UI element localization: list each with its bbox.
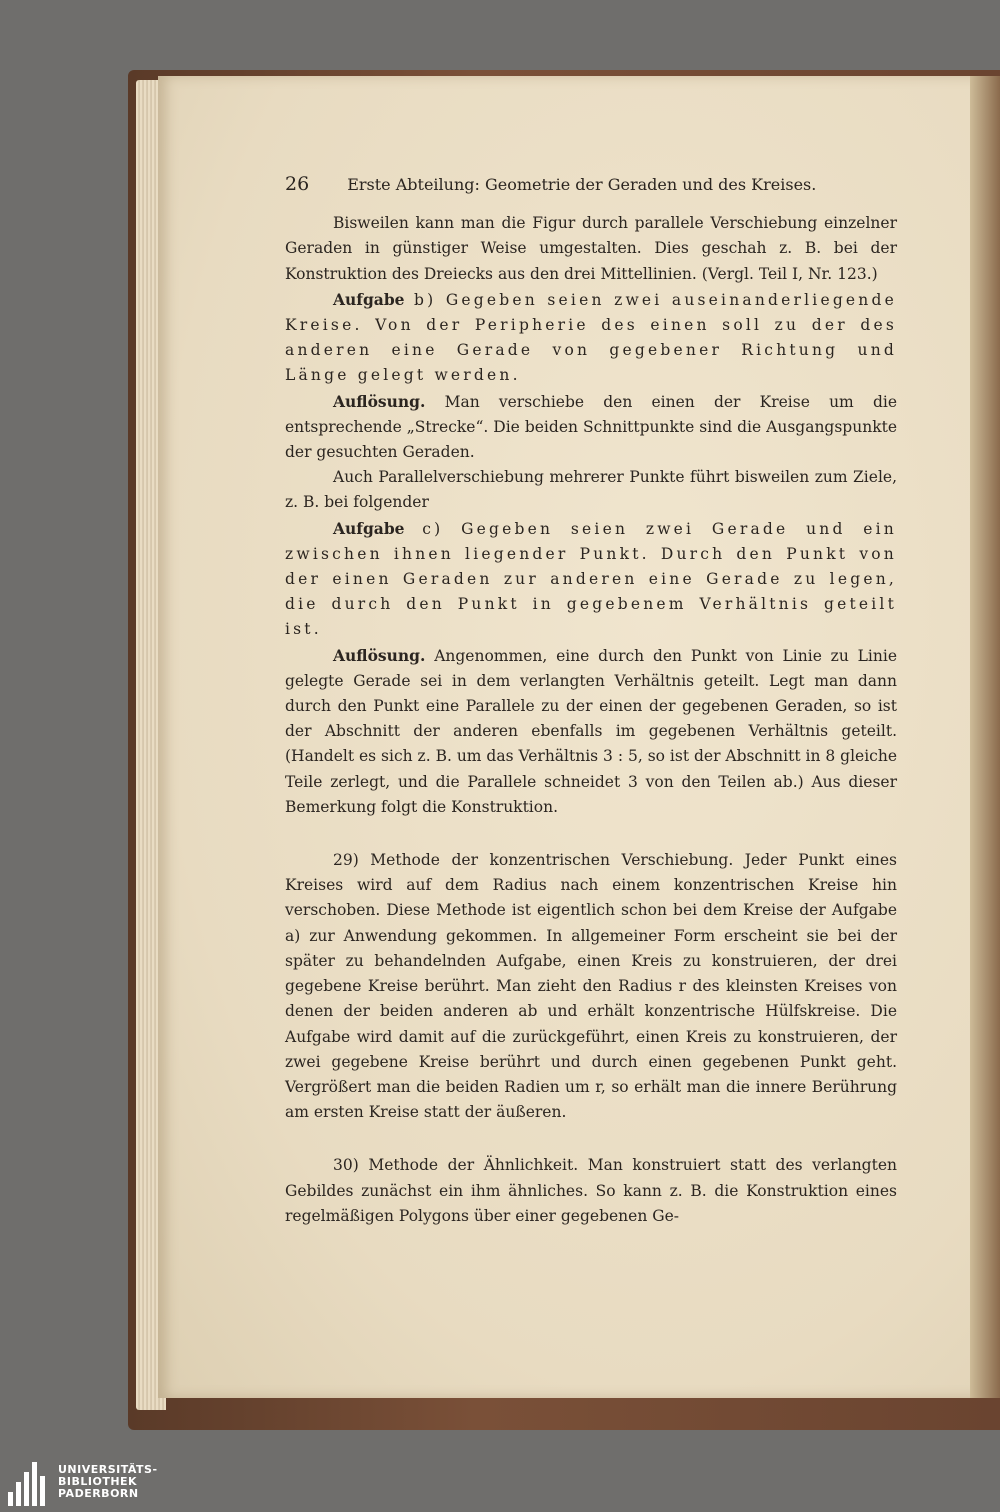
paragraph-3 bbox=[285, 389, 897, 466]
page-text bbox=[285, 172, 897, 1229]
paragraph-7 bbox=[285, 848, 897, 1125]
paragraph-text: Angenommen, eine durch den Punkt von Linie zu Linie gelegte Gerade sei in dem verlangten Verhältnis geteilt. Legt man dann durch den Punkt eine Parallele zu der einen der gegebenen Geraden, so ist der Abschnitt der anderen ebenfalls im gegebenen Verhältnis geteilt. (Handelt es sich z. B. um das Verhältnis 3 : 5, so ist der Abschnitt in 8 gleiche Teile zerlegt, und die Parallele schneidet 3 von den Teilen ab.) Aus dieser Bemerkung folgt die Konstruktion. bbox=[285, 646, 897, 816]
paragraph-lead: Auflösung. bbox=[333, 391, 426, 411]
paragraph-text: 29) Methode der konzentrischen Verschiebung. Jeder Punkt eines Kreises wird auf dem Radius nach einem konzentrischen Kreise hin verschoben. Diese Methode ist eigentlich schon bei dem Kreise der Aufgabe a) zur Anwendung gekommen. In allgemeiner Form erscheint sie bei der später zu behandelnden Aufgabe, einen Kreis zu konstruieren, der drei gegebene Kreise berührt. Man zieht den Radius r des kleinsten Kreises von denen der beiden anderen ab und erhält konzentrische Hülfskreise. Die Aufgabe wird damit auf die zurückgeführt, einen Kreis zu konstruieren, der zwei gegebene Kreise berührt und durch einen gegebenen Punkt geht. Vergrößert man die beiden Radien um r, so erhält man die innere Berührung am ersten Kreise statt der äußeren. bbox=[285, 851, 897, 1122]
running-title: Erste Abteilung: Geometrie der Geraden und des Kreises. bbox=[347, 175, 817, 194]
paragraph-2 bbox=[285, 287, 897, 389]
paragraph-text: Man verschiebe den einen der Kreise um die entsprechende „Strecke“. Die beiden Schnittpunkte sind die Ausgangspunkte der gesuchten Geraden. bbox=[285, 392, 897, 462]
paragraph-1 bbox=[285, 211, 897, 287]
paragraph-text: Auch Parallelverschiebung mehrerer Punkte führt bisweilen zum Ziele, z. B. bei folgender bbox=[285, 468, 897, 512]
paragraph-text: Bisweilen kann man die Figur durch parallele Verschiebung einzelner Geraden in günstiger Weise umgestalten. Dies geschah z. B. bei der Konstruktion des Dreiecks aus den drei Mittellinien. (Vergl. Teil I, Nr. 123.) bbox=[285, 214, 897, 283]
paragraph-8 bbox=[285, 1153, 897, 1229]
paragraph-4 bbox=[285, 465, 897, 515]
paragraph-6 bbox=[285, 643, 897, 820]
library-logo-icon bbox=[8, 1458, 50, 1506]
paragraph-5 bbox=[285, 516, 897, 643]
gutter-shadow bbox=[970, 76, 1000, 1398]
paragraph-lead: Aufgabe bbox=[333, 289, 405, 309]
logo-line-1: UNIVERSITÄTS- bbox=[58, 1463, 158, 1476]
library-logo bbox=[8, 1458, 158, 1506]
page-number: 26 bbox=[285, 173, 310, 195]
paragraph-lead: Aufgabe bbox=[333, 518, 405, 538]
library-logo-text bbox=[58, 1464, 158, 1500]
paragraph-text: b) Gegeben seien zwei auseinanderliegende Kreise. Von der Peripherie des einen soll zu der des anderen eine Gerade von gegebener Richtung und Länge gelegt werden. bbox=[285, 290, 897, 385]
paragraph-text: 30) Methode der Ähnlichkeit. Man konstruiert statt des verlangten Gebildes zunächst ein ihm ähnliches. So kann z. B. die Konstruktion eines regelmäßigen Polygons über einer gegebenen Ge- bbox=[285, 1156, 897, 1225]
paragraph-lead: Auflösung. bbox=[333, 645, 426, 665]
logo-line-3: PADERBORN bbox=[58, 1487, 139, 1500]
logo-line-2: BIBLIOTHEK bbox=[58, 1475, 138, 1488]
running-header bbox=[285, 172, 897, 197]
paragraph-text: c) Gegeben seien zwei Gerade und ein zwischen ihnen liegender Punkt. Durch den Punkt von der einen Geraden zur anderen eine Gerade zu legen, die durch den Punkt in gegebenem Verhältnis geteilt ist. bbox=[285, 519, 897, 639]
